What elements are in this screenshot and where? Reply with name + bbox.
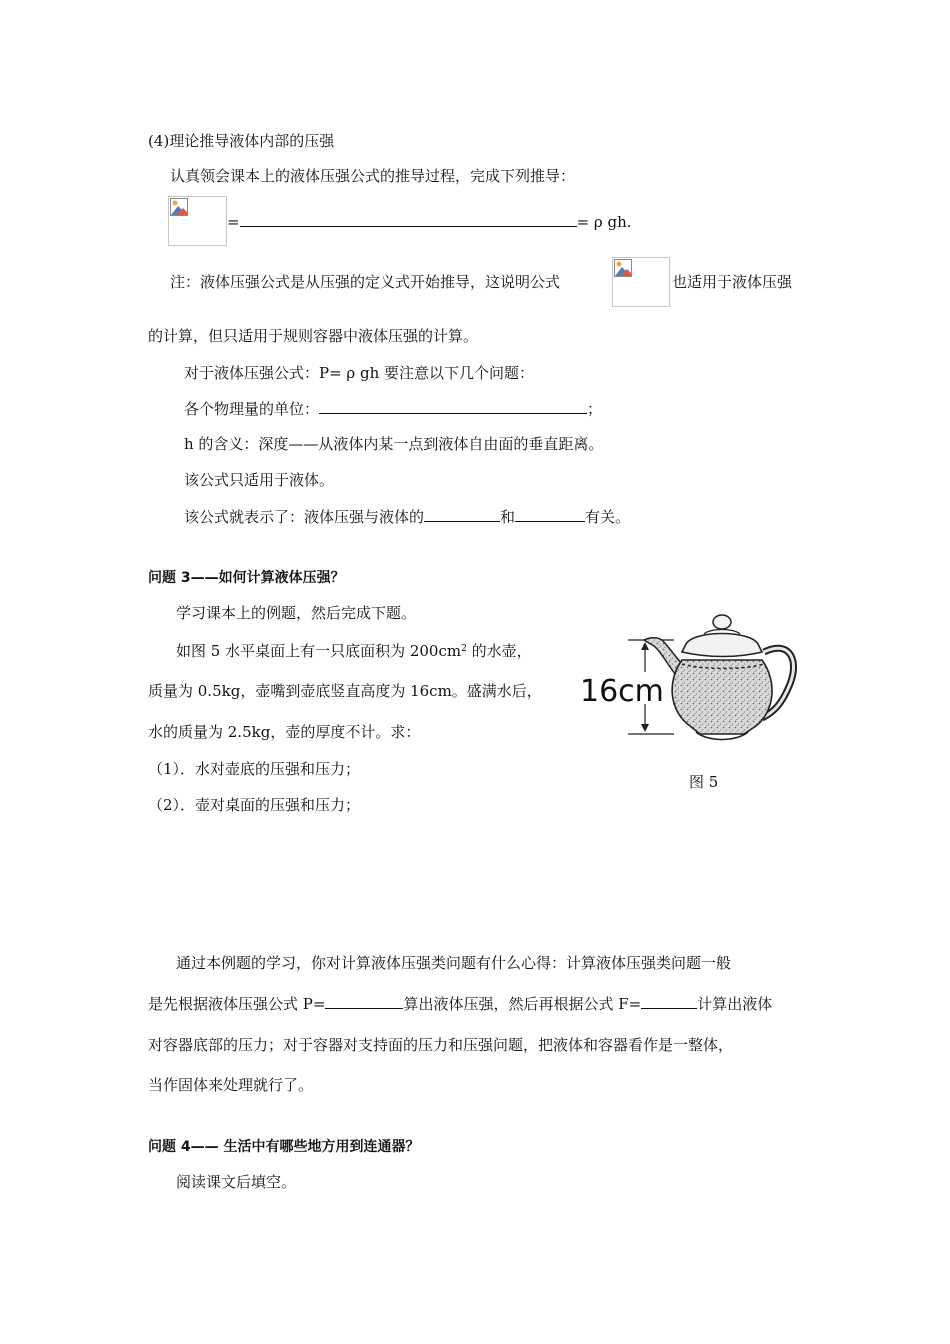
- note-text-b: 也适用于液体压强: [672, 273, 793, 291]
- pressure-formula-blank[interactable]: [325, 994, 403, 1009]
- note-text-a: 注：液体压强公式是从压强的定义式开始推导，这说明公式: [170, 273, 561, 291]
- formula-notes-intro: 对于液体压强公式：P= ρ gh 要注意以下几个问题：: [184, 364, 535, 382]
- summary-line-1: 通过本例题的学习，你对计算液体压强类问题有什么心得：计算液体压强类问题一般: [176, 954, 732, 972]
- question-3-title: 问题 3——如何计算液体压强？: [148, 570, 345, 586]
- question-3-line-4: 水的质量为 2.5kg，壶的厚度不计。求：: [148, 723, 421, 741]
- question-4-title: 问题 4—— 生活中有哪些地方用到连通器？: [148, 1139, 420, 1155]
- relation-text-c: 有关。: [585, 508, 631, 526]
- question-4-line-1: 阅读课文后填空。: [176, 1173, 297, 1191]
- height-label: 16cm: [580, 674, 664, 709]
- q3-l2-sup: 2: [461, 644, 467, 654]
- summary-line-2: [148, 994, 772, 1014]
- figure-caption: 图 5: [689, 773, 719, 791]
- relation-text-b: 和: [500, 508, 516, 526]
- question-3-sub-2: （2）．壶对桌面的压强和压力；: [148, 796, 361, 814]
- summary-l2-b: 算出液体压强，然后再根据公式 F=: [403, 995, 642, 1013]
- note-text-c: 的计算，但只适用于规则容器中液体压强的计算。: [148, 327, 479, 345]
- q3-l2-a: 如图 5 水平桌面上有一只底面积为 200cm: [176, 642, 462, 660]
- depth-meaning: h 的含义：深度——从液体内某一点到液体自由面的垂直距离。: [184, 435, 604, 453]
- question-3-line-1: 学习课本上的例题，然后完成下题。: [176, 604, 417, 622]
- broken-image-icon: [614, 259, 632, 277]
- summary-l2-c: 计算出液体: [697, 995, 773, 1013]
- force-formula-blank[interactable]: [641, 994, 697, 1009]
- formula-result: = ρ gh.: [576, 213, 632, 231]
- broken-image-icon: [170, 198, 188, 216]
- relation-text-a: 该公式就表示了：液体压强与液体的: [184, 508, 425, 526]
- summary-line-4: 当作固体来处理就行了。: [148, 1076, 314, 1094]
- units-blank[interactable]: [319, 399, 587, 414]
- summary-line-3: 对容器底部的压力；对于容器对支持面的压力和压强问题，把液体和容器看作是一整体，: [148, 1036, 734, 1054]
- units-line: [184, 399, 602, 419]
- units-end: ；: [587, 400, 603, 418]
- section-heading: (4)理论推导液体内部的压强: [148, 132, 335, 150]
- teapot-drawing: [578, 600, 804, 745]
- question-3-line-2: [176, 641, 532, 661]
- relation-blank-2[interactable]: [515, 507, 585, 522]
- formula-line: [227, 212, 632, 232]
- question-3-sub-1: （1）．水对壶底的压强和压力；: [148, 760, 361, 778]
- formula-image-placeholder-2: [612, 257, 670, 307]
- instruction-text: 认真领会课本上的液体压强公式的推导过程，完成下列推导：: [170, 167, 576, 185]
- teapot-figure: [578, 600, 804, 745]
- relation-blank-1[interactable]: [424, 507, 500, 522]
- units-label: 各个物理量的单位：: [184, 400, 320, 418]
- derivation-blank[interactable]: [240, 212, 577, 227]
- summary-l2-a: 是先根据液体压强公式 P=: [148, 995, 326, 1013]
- formula-image-placeholder: [168, 196, 227, 246]
- equals-sign: =: [227, 213, 240, 231]
- applies-to-liquid: 该公式只适用于液体。: [184, 471, 335, 489]
- relation-line: [184, 507, 630, 527]
- q3-l2-b: 的水壶，: [466, 642, 532, 660]
- question-3-line-3: 质量为 0.5kg，壶嘴到壶底竖直高度为 16cm。盛满水后，: [148, 682, 542, 700]
